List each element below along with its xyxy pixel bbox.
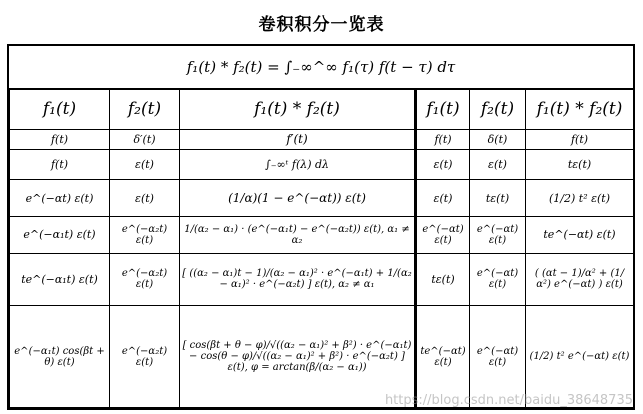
table-cell: f(t) [526, 129, 634, 149]
header-cell: f₁(t) [416, 89, 470, 130]
table-cell: ∫₋∞ᵗ f(λ) dλ [180, 149, 416, 179]
table-cell: ε(t) [416, 149, 470, 179]
table-cell: e^(−α₂t) ε(t) [110, 253, 180, 306]
header-cell: f₁(t) * f₂(t) [526, 89, 634, 130]
convolution-table [9, 88, 634, 408]
table-cell: e^(−α₁t) ε(t) [10, 216, 110, 253]
header-cell: f₂(t) [470, 89, 526, 130]
table-cell: (1/α)(1 − e^(−αt)) ε(t) [180, 180, 416, 217]
table-cell: [ cos(βt + θ − φ)/√((α₂ − α₁)² + β²) · e^(−α₁t) − cos(θ − φ)/√((α₂ − α₁)² + β²) · e^(−α₂t) ] ε(t), φ = arctan(β/(α₂ − α₁)) [180, 306, 416, 408]
table-cell: 1/(α₂ − α₁) · (e^(−α₁t) − e^(−α₂t)) ε(t), α₁ ≠ α₂ [180, 216, 416, 253]
table-cell: f(t) [10, 129, 110, 149]
table-cell: tε(t) [470, 180, 526, 217]
table-cell: tε(t) [416, 253, 470, 306]
table-cell: e^(−αt) ε(t) [10, 180, 110, 217]
header-cell: f₁(t) [10, 89, 110, 130]
table-cell: e^(−α₂t) ε(t) [110, 216, 180, 253]
table-cell: [ ((α₂ − α₁)t − 1)/(α₂ − α₁)² · e^(−α₁t) + 1/(α₂ − α₁)² · e^(−α₂t) ] ε(t), α₂ ≠ α₁ [180, 253, 416, 306]
table-cell: ε(t) [470, 149, 526, 179]
table-cell: ( (αt − 1)/α² + (1/α²) e^(−αt) ) ε(t) [526, 253, 634, 306]
watermark-text: https://blog.csdn.net/baidu_38648735 [384, 393, 633, 408]
table-cell: e^(−αt) ε(t) [470, 253, 526, 306]
table-cell: f(t) [10, 149, 110, 179]
table-cell: f′(t) [180, 129, 416, 149]
table-cell: δ′(t) [110, 129, 180, 149]
table-cell: f(t) [416, 129, 470, 149]
table-cell: te^(−αt) ε(t) [526, 216, 634, 253]
page-title: 卷积积分一览表 [258, 15, 385, 35]
table-cell: ε(t) [110, 149, 180, 179]
table-cell: e^(−αt) ε(t) [416, 216, 470, 253]
table-cell: e^(−α₁t) cos(βt + θ) ε(t) [10, 306, 110, 408]
table-cell: te^(−αt) ε(t) [416, 306, 470, 408]
table-cell: (1/2) t² ε(t) [526, 180, 634, 217]
table-cell: δ(t) [470, 129, 526, 149]
convolution-table-frame [7, 44, 635, 410]
convolution-definition: f₁(t) * f₂(t) = ∫₋∞^∞ f₁(τ) f(t − τ) dτ [9, 46, 633, 90]
table-row [10, 149, 634, 179]
table-row [10, 253, 634, 306]
header-cell: f₁(t) * f₂(t) [180, 89, 416, 130]
table-cell: ε(t) [110, 180, 180, 217]
table-header-row [10, 89, 634, 130]
table-row [10, 216, 634, 253]
table-cell: e^(−αt) ε(t) [470, 216, 526, 253]
header-cell: f₂(t) [110, 89, 180, 130]
table-cell: tε(t) [526, 149, 634, 179]
table-cell: e^(−αt) ε(t) [470, 306, 526, 408]
table-row [10, 129, 634, 149]
table-cell: te^(−α₁t) ε(t) [10, 253, 110, 306]
table-row [10, 180, 634, 217]
table-cell: e^(−α₂t) ε(t) [110, 306, 180, 408]
table-cell: (1/2) t² e^(−αt) ε(t) [526, 306, 634, 408]
table-cell: ε(t) [416, 180, 470, 217]
